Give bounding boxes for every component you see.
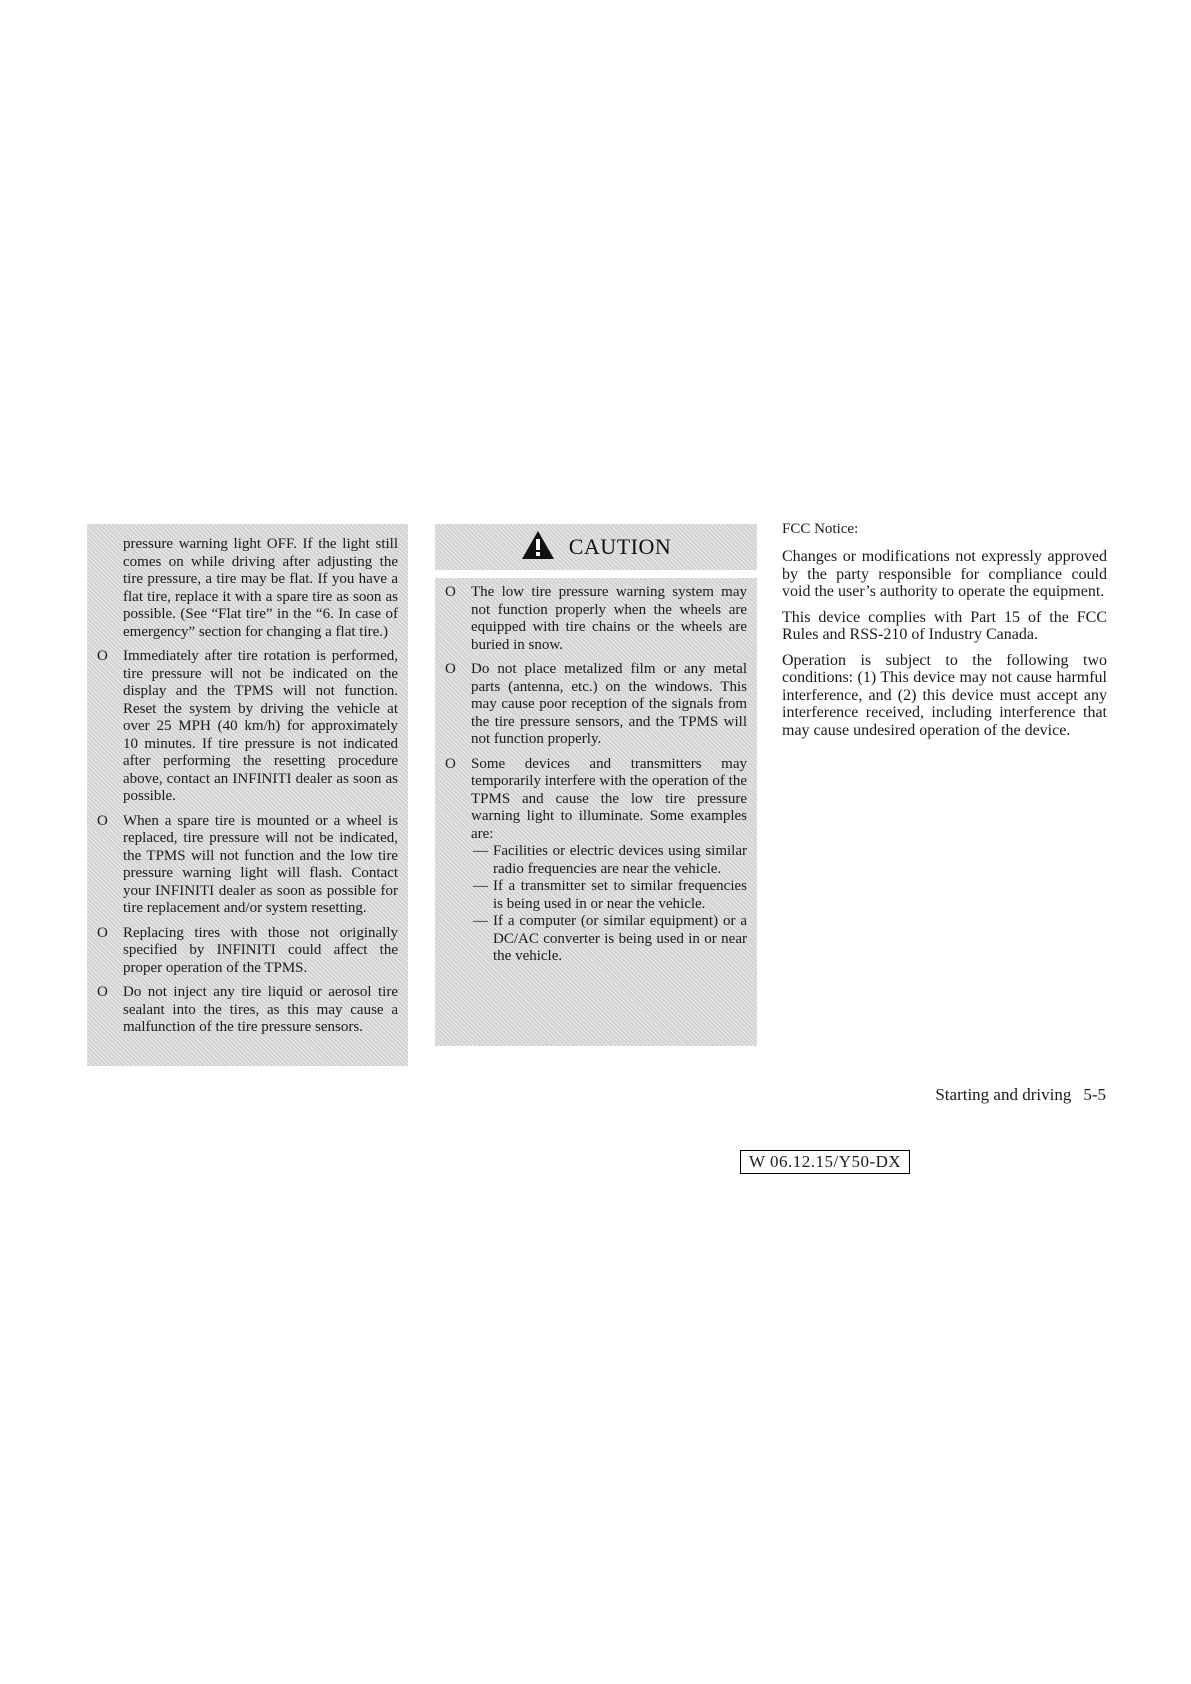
fcc-paragraph: Changes or modifications not expressly approved by the party responsible for compliance could void the user’s authority to operate the equipment.	[782, 548, 1107, 600]
caution-box	[435, 524, 757, 1046]
warning-triangle-icon	[521, 530, 555, 565]
page-number: 5-5	[1083, 1085, 1106, 1104]
bullet-marker: O	[445, 661, 456, 677]
list-item-text: Immediately after tire rotation is performed, tire pressure will not be indicated on the display and the TPMS will not function. Reset the system by driving the vehicle at over 25 MPH (40 km/h) for approximately 10 minutes. If tire pressure is not indicated after performing the resetting procedure above, contact an INFINITI dealer as soon as possible.	[123, 648, 398, 804]
list-item-text: The low tire pressure warning system may not function properly when the wheels are equipped with tire chains or the wheels are buried in snow.	[471, 584, 747, 653]
sub-list-item	[445, 878, 747, 913]
dash-marker: —	[473, 843, 488, 859]
list-item	[445, 756, 747, 844]
list-item	[97, 648, 398, 806]
bullet-marker: O	[97, 812, 108, 829]
list-item-text: Some devices and transmitters may temporarily interfere with the operation of the TPMS and cause the low tire pressure warning light to illuminate. Some examples are:	[471, 755, 747, 842]
list-item-text: Do not place metalized film or any metal parts (antenna, etc.) on the windows. This may cause poor reception of the signals from the tire pressure sensors, and the TPMS will not function properly.	[471, 661, 747, 747]
fcc-notice	[782, 521, 1107, 747]
caution-title: CAUTION	[568, 534, 672, 559]
bullet-marker: O	[97, 648, 108, 664]
list-item-text: Do not inject any tire liquid or aerosol tire sealant into the tires, as this may cause a malfunction of the tire pressure sensors.	[123, 984, 398, 1035]
bullet-marker: O	[97, 924, 108, 941]
list-item	[97, 984, 398, 1037]
list-item	[445, 584, 747, 654]
sub-list-item-text: Facilities or electric devices using similar radio frequencies are near the vehicle.	[493, 843, 747, 877]
list-item-text: Replacing tires with those not originally specified by INFINITI could affect the proper operation of the TPMS.	[123, 924, 398, 976]
lead-paragraph: pressure warning light OFF. If the light still comes on while driving after adjusting the tire pressure, a tire may be flat. If you have a flat tire, replace it with a spare tire as soon as possible. (See “Flat tire” in the “6. In case of emergency” section for changing a flat tire.)	[123, 536, 398, 640]
fcc-paragraph: Operation is subject to the following two conditions: (1) This device may not cause harmful interference, and (2) this device must accept any interference received, including interference that may cause undesired operation of the device.	[782, 651, 1107, 739]
fcc-paragraph: This device complies with Part 15 of the FCC Rules and RSS-210 of Industry Canada.	[782, 608, 1107, 643]
document-code: W 06.12.15/Y50-DX	[740, 1150, 910, 1174]
list-item	[97, 925, 398, 978]
section-name: Starting and driving	[935, 1085, 1072, 1104]
bullet-marker: O	[445, 755, 456, 772]
sub-list-item	[445, 913, 747, 966]
list-item	[97, 813, 398, 918]
dash-marker: —	[473, 878, 488, 894]
tpms-notes-box	[87, 524, 408, 1066]
page-footer	[935, 1085, 1106, 1105]
caution-header	[435, 524, 757, 578]
fcc-heading: FCC Notice:	[782, 521, 859, 537]
sub-list-item-text: If a computer (or similar equipment) or a DC/AC converter is being used in or near the vehicle.	[493, 913, 747, 964]
bullet-marker: O	[445, 584, 456, 600]
bullet-marker: O	[97, 984, 108, 1000]
sub-list-item	[445, 843, 747, 878]
list-item-text: When a spare tire is mounted or a wheel is replaced, tire pressure will not be indicated, the TPMS will not function and the low tire pressure warning light will flash. Contact your INFINITI dealer as soon as possible for tire replacement and/or system resetting.	[123, 812, 398, 916]
list-item	[445, 661, 747, 749]
sub-list-item-text: If a transmitter set to similar frequencies is being used in or near the vehicle.	[493, 878, 747, 912]
dash-marker: —	[473, 913, 488, 929]
